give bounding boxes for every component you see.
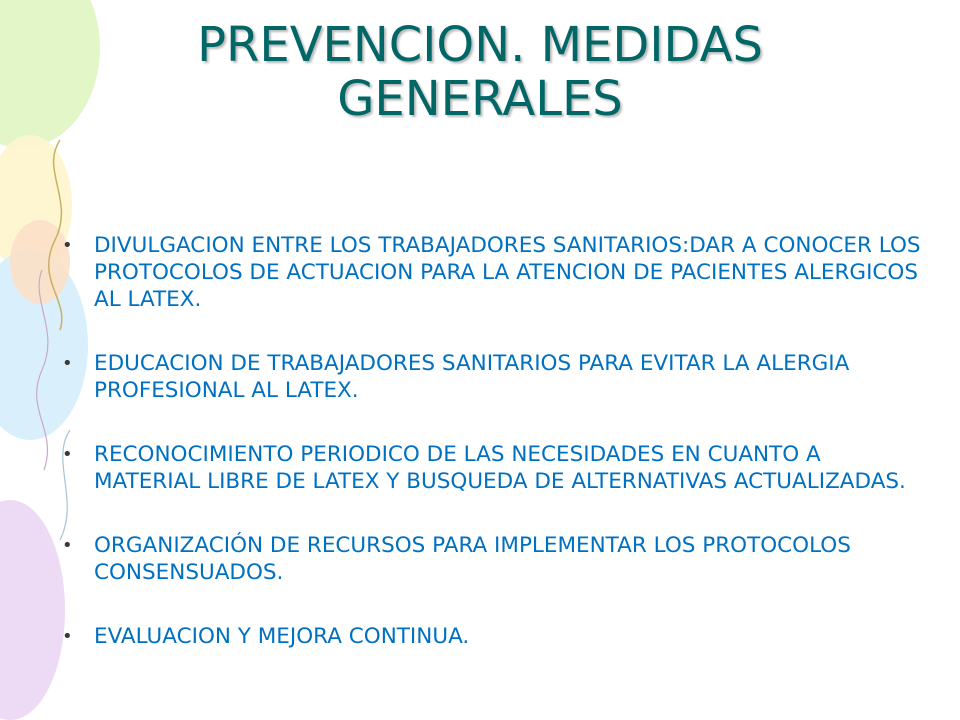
slide-title-line: GENERALES xyxy=(337,71,623,127)
bullet-list xyxy=(62,232,922,687)
bullet-dot-icon: • xyxy=(62,535,73,556)
balloon-orange xyxy=(10,220,70,304)
bullet-item xyxy=(62,532,922,586)
bullet-item xyxy=(62,350,922,404)
bullet-dot-icon: • xyxy=(62,626,73,647)
slide-title-line: PREVENCION. MEDIDAS xyxy=(197,17,763,73)
bullet-item xyxy=(62,232,922,313)
bullet-dot-icon: • xyxy=(62,353,73,374)
bullet-text: EDUCACION DE TRABAJADORES SANITARIOS PARA EVITAR LA ALERGIA PROFESIONAL AL LATEX. xyxy=(94,351,850,403)
bullet-text: DIVULGACION ENTRE LOS TRABAJADORES SANITARIOS:DAR A CONOCER LOS PROTOCOLOS DE ACTUACION PARA LA ATENCION DE PACIENTES ALERGICOS AL LATEX. xyxy=(94,233,921,312)
bullet-dot-icon: • xyxy=(62,235,73,256)
balloon-purple xyxy=(0,500,65,720)
bullet-text: EVALUACION Y MEJORA CONTINUA. xyxy=(94,624,470,649)
bullet-text: ORGANIZACIÓN DE RECURSOS PARA IMPLEMENTAR LOS PROTOCOLOS CONSENSUADOS. xyxy=(94,533,851,585)
bullet-item xyxy=(62,441,922,495)
slide-title xyxy=(0,18,960,126)
bullet-text: RECONOCIMIENTO PERIODICO DE LAS NECESIDADES EN CUANTO A MATERIAL LIBRE DE LATEX Y BUSQUEDA DE ALTERNATIVAS ACTUALIZADAS. xyxy=(94,442,906,494)
bullet-item xyxy=(62,623,922,650)
bullet-dot-icon: • xyxy=(62,444,73,465)
